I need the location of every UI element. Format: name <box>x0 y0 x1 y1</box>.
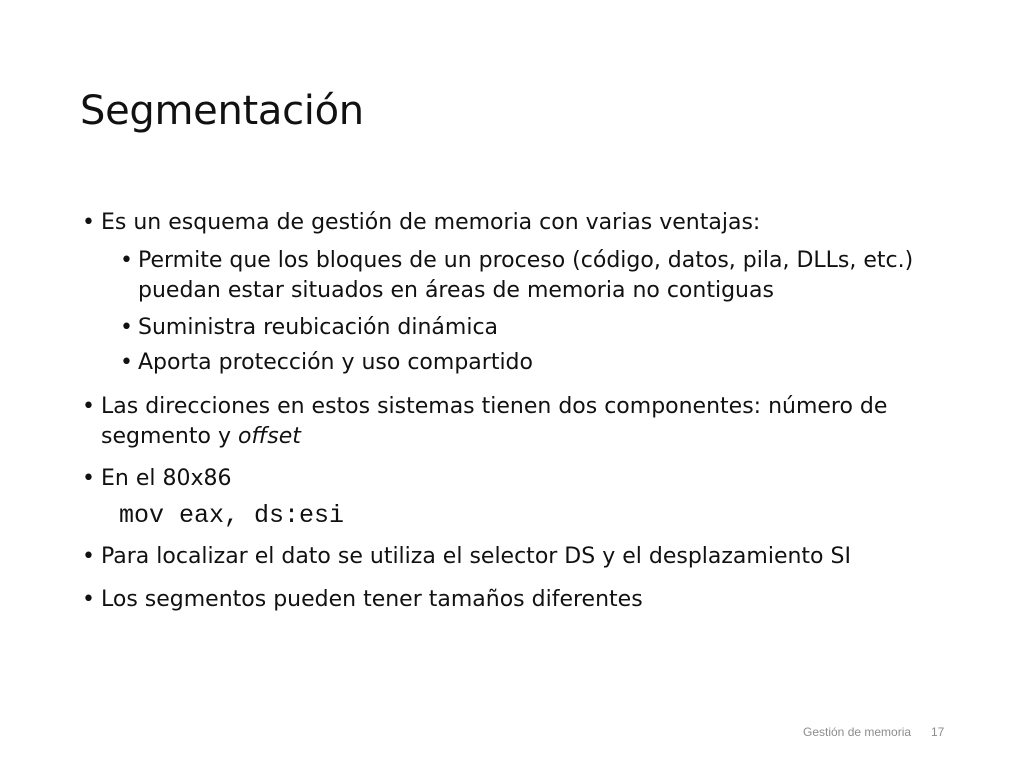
bullet-marker: • <box>82 587 95 612</box>
bullet-1-text: Es un esquema de gestión de memoria con varias ventajas: <box>101 210 761 235</box>
footer-section-label: Gestión de memoria <box>803 725 912 739</box>
bullet-4-text: Para localizar el dato se utiliza el selector DS y el desplazamiento SI <box>101 544 851 569</box>
sub-bullet-marker: • <box>120 350 133 375</box>
bullet-5-text: Los segmentos pueden tener tamaños diferentes <box>101 587 643 612</box>
bullet-3-text: En el 80x86 <box>101 466 232 491</box>
sub-bullet-marker: • <box>120 315 133 340</box>
code-snippet: mov eax, ds:esi <box>119 501 345 530</box>
bullet-marker: • <box>82 394 95 419</box>
bullet-2-text-italic: offset <box>237 424 301 449</box>
sub-bullet-3-text: Aporta protección y uso compartido <box>138 350 533 375</box>
sub-bullet-1-text-line1: Permite que los bloques de un proceso (código, datos, pila, DLLs, etc.) <box>138 248 914 273</box>
bullet-marker: • <box>82 466 95 491</box>
sub-bullet-marker: • <box>120 248 133 273</box>
bullet-2-text-prefix: segmento y <box>101 424 238 449</box>
bullet-marker: • <box>82 544 95 569</box>
bullet-marker: • <box>82 210 95 235</box>
bullet-2-text-line2 <box>101 422 301 452</box>
bullet-2-text-line1: Las direcciones en estos sistemas tienen dos componentes: número de <box>101 394 888 419</box>
sub-bullet-2-text: Suministra reubicación dinámica <box>138 315 499 340</box>
slide-number: 17 <box>931 725 945 739</box>
slide-title: Segmentación <box>80 88 364 134</box>
sub-bullet-1-text-line2: puedan estar situados en áreas de memoria no contiguas <box>138 278 774 303</box>
